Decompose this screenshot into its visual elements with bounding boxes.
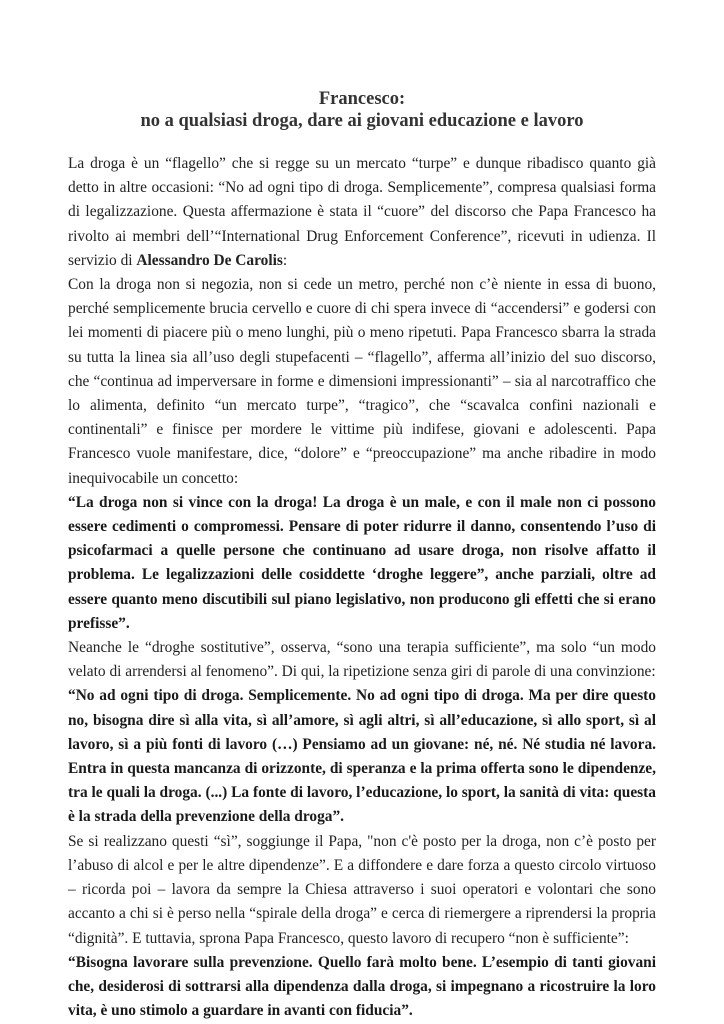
- quote-1: “La droga non si vince con la droga! La droga è un male, e con il male non ci possono essere cedimenti o compromessi. Pensare di poter ridurre il danno, consentendo l’uso di psicofarmaci a quelle persone che continuano ad usare droga, non risolve affatto il problema. Le legalizzazioni delle cosiddette ‘droghe leggere”, anche parziali, oltre ad essere quanto meno discutibili sul piano legislativo, non producono gli effetti che si erano prefisse”.: [68, 493, 656, 632]
- intro-paragraph: [68, 152, 656, 273]
- author-name: Alessandro De Carolis: [136, 251, 283, 269]
- paragraph-3: Se si realizzano questi “sì”, soggiunge il Papa, "non c'è posto per la droga, non c’è posto per l’abuso di alcol e per le altre dipendenze”. E a diffondere e dare forza a questo circolo virtuoso – ricorda poi – lavora da sempre la Chiesa attraverso i suoi operatori e volontari che sono accanto a chi si è perso nella “spirale della droga” e cerca di riemergere a riprendersi la propria “dignità”. E tuttavia, sprona Papa Francesco, questo lavoro di recupero “non è sufficiente”:: [68, 832, 656, 947]
- quote-3: “Bisogna lavorare sulla prevenzione. Quello farà molto bene. L’esempio di tanti giovani che, desiderosi di sottrarsi alla dipendenza dalla droga, si impegnano a ricostruire la loro vita, è uno stimolo a guardare in avanti con fiducia”.: [68, 953, 656, 1020]
- intro-colon: :: [282, 251, 288, 269]
- quote-2: “No ad ogni tipo di droga. Semplicemente. No ad ogni tipo di droga. Ma per dire questo no, bisogna dire sì alla vita, sì all’amore, sì agli altri, sì all’educazione, sì allo sport, sì al lavoro, sì a più fonti di lavoro (…) Pensiamo ad un giovane: né, né. Né studia né lavora. Entra in questa mancanza di orizzonte, di speranza e la prima offerta sono le dipendenze, tra le quali la droga. (...) La fonte di lavoro, l’educazione, lo sport, la sanità di vita: questa è la strada della prevenzione della droga”.: [68, 687, 656, 826]
- intro-text: La droga è un “flagello” che si regge su un mercato “turpe” e dunque ribadisco quanto già detto in altre occasioni: “No ad ogni tipo di droga. Semplicemente”, compresa qualsiasi forma di legalizzazione. Questa affermazione è stata il “cuore” del discorso che Papa Francesco ha rivolto ai membri dell’“International Drug Enforcement Conference”, ricevuti in udienza. Il servizio di: [68, 155, 656, 269]
- article-body: [68, 152, 656, 1023]
- title-line-1: Francesco:: [318, 89, 406, 109]
- article-title: [68, 88, 656, 132]
- paragraph-1: Con la droga non si negozia, non si cede un metro, perché non c’è niente in essa di buono, perché semplicemente brucia cervello e cuore di chi spera invece di “accendersi” e godersi con lei momenti di piacere più o meno lunghi, più o meno ripetuti. Papa Francesco sbarra la strada su tutta la linea sia all’uso degli stupefacenti – “flagello”, afferma all’inizio del suo discorso, che “continua ad imperversare in forme e dimensioni impressionanti” – sia al narcotraffico che lo alimenta, definito “un mercato turpe”, “tragico”, che “scavalca confini nazionali e continentali” e finisce per mordere le vittime più indifese, giovani e adolescenti. Papa Francesco vuole manifestare, dice, “dolore” e “preoccupazione” ma anche ribadire in modo inequivocabile un concetto:: [68, 276, 656, 487]
- title-line-2: no a qualsiasi droga, dare ai giovani educazione e lavoro: [140, 111, 584, 131]
- paragraph-2: Neanche le “droghe sostitutive”, osserva, “sono una terapia sufficiente”, ma solo “un modo velato di arrendersi al fenomeno”. Di qui, la ripetizione senza giri di parole di una convinzione:: [68, 639, 656, 681]
